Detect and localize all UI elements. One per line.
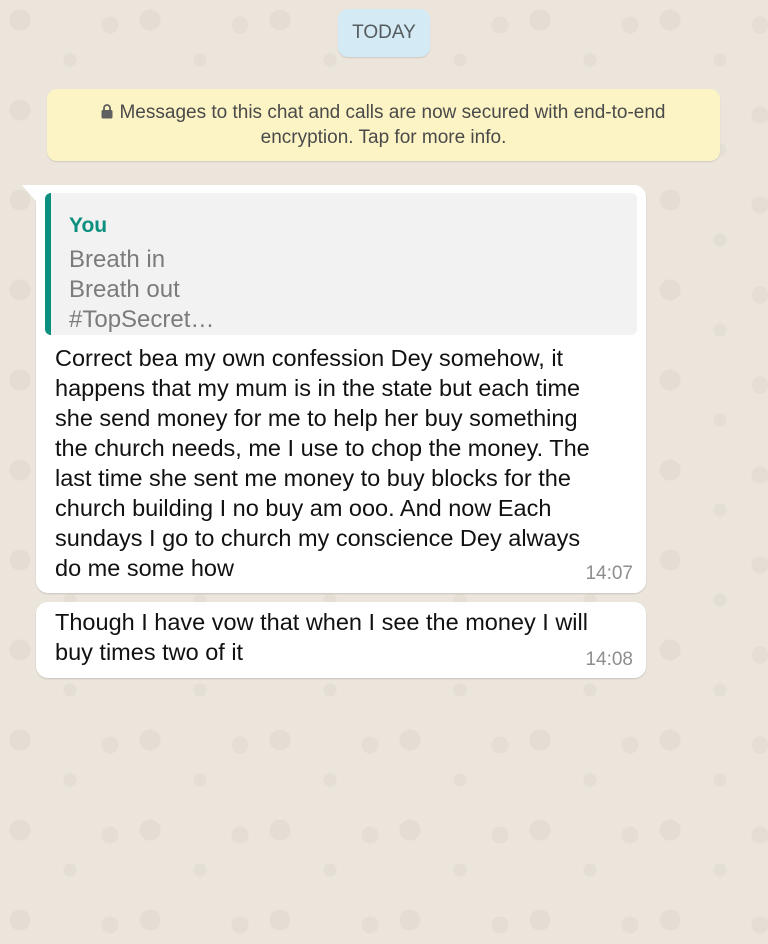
encryption-notice-text: Messages to this chat and calls are now secured with end-to-end encryption. Tap for more info.: [119, 102, 666, 148]
lock-icon: [101, 102, 113, 126]
message-timestamp: 14:08: [585, 649, 633, 670]
quoted-line: #TopSecret…: [69, 306, 215, 333]
message-bubble[interactable]: [36, 602, 646, 678]
quote-accent-bar: [45, 193, 51, 335]
encryption-notice[interactable]: [47, 89, 720, 161]
message-text: Though I have vow that when I see the money I will buy times two of it: [55, 609, 588, 665]
date-divider: [338, 9, 430, 57]
message-timestamp: 14:07: [585, 563, 633, 584]
bubble-tail: [22, 185, 36, 201]
quoted-author: You: [69, 214, 108, 237]
quoted-line: Breath out: [69, 276, 180, 303]
quoted-message[interactable]: [45, 193, 637, 335]
quoted-line: Breath in: [69, 246, 166, 273]
date-divider-label: TODAY: [352, 22, 416, 43]
message-text: Correct bea my own confession Dey somehow, it happens that my mum is in the state but each time she send money for me to help her buy something the church needs, me I use to chop the money. The last time she sent me money to buy blocks for the church building I no buy am ooo. And now Each sundays I go to church my conscience Dey always do me some how: [55, 345, 590, 581]
message-bubble[interactable]: [36, 185, 646, 593]
